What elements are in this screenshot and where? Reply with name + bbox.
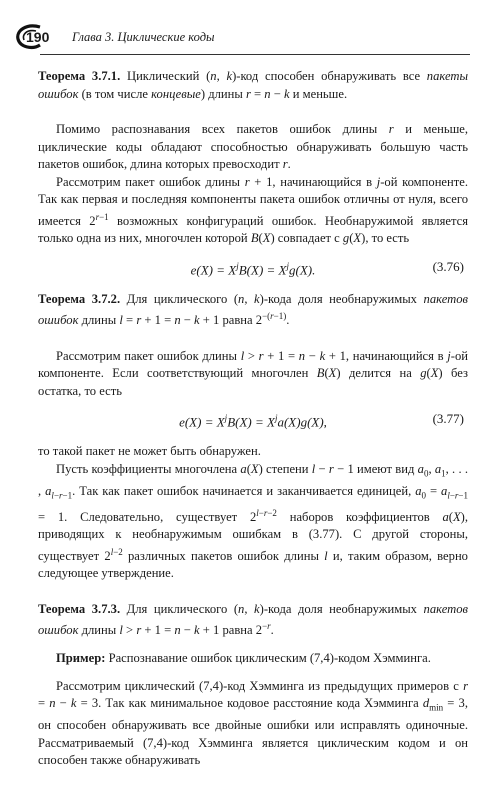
example-title: Пример: [56,651,106,666]
example-text: Распознавание ошибок циклическим (7,4)-кодом Хэмминга. [108,651,431,666]
equation-number: (3.76) [432,258,464,274]
header-rule [40,54,470,55]
theorem-name: Теорема 3.7.2. [38,291,121,306]
theorem-name: Теорема 3.7.3. [38,601,121,616]
theorem-3-7-1: Теорема 3.7.1. Циклический (n, k)-код способен обнаруживать все пакеты ошибок (в том числе концевые) длины r = n − k и меньше. [38,69,468,101]
paragraph-5: Пусть коэффициенты многочлена a(X) степени l − r − 1 имеют вид $a_0$, $a_1$, . . . , $a_{l-r-1}$. Так как пакет ошибок начинается и заканчивается единицей, $a_0 = a_{l-r-1} = 1$. Следовательно, существует $2^{l-r-2}$ наборов коэффициентов a(X), приводящих к необнаружимым ошибкам в (3.77). С другой стороны, существует $2^{l-2}$ различных пакетов ошибок длины l и, таким образом, верно следующее утверждение. [38,461,469,581]
equation-3-76: $e(X) = X^jB(X) = X^jg(X)$. (3.76) [190,258,464,278]
paragraph-6: Рассмотрим циклический (7,4)-код Хэмминга из предыдущих примеров с r = n − k = 3. Так как минимальное кодовое расстояние кода Хэмминга $d_{min} = 3$, он способен обнаруживать все двойные ошибки или исправлять одиночные. Рассматриваемый (7,4)-код Хэмминга является циклическим кодом и он способен также обнаруживать [38,678,468,768]
equation-number: (3.77) [432,411,464,427]
paragraph-1: Помимо распознавания всех пакетов ошибок длины r и меньше, циклические коды обладают способностью обнаруживать большую часть пакетов ошибок, длина которых превосходит r. [38,122,469,171]
paragraph-2: Рассмотрим пакет ошибок длины r + 1, начинающийся в j-ой компоненте. Так как первая и последняя компоненты пакета ошибок отличны от нуля, всего имеется $2^{r-1}$ возможных конфигураций ошибок. Необнаружимой является только одна из них, многочлен которой B(X) совпадает с g(X), то есть [38,174,469,246]
paragraph-4: то такой пакет не может быть обнаружен. [38,444,261,459]
theorem-3-7-3: Теорема 3.7.3. Для циклического (n, k)-кода доля необнаружимых пакетов ошибок длины l > r + 1 = n − k + 1 равна $2^{-r}$. [38,601,468,638]
page-number: 190 [26,29,50,45]
example-heading [38,650,468,668]
page-body [38,64,468,770]
paragraph-3: Рассмотрим пакет ошибок длины l > r + 1 = n − k + 1, начинающийся в j-ой компоненте. Если соответствующий многочлен B(X) делится на g(X) без остатка, то есть [38,348,468,398]
equation-3-77: $e(X) = X^jB(X) = X^ja(X)g(X)$, (3.77) [179,411,464,430]
theorem-name: Теорема 3.7.1. [38,69,121,83]
theorem-3-7-2: Теорема 3.7.2. Для циклического (n, k)-кода доля необнаружимых пакетов ошибок длины l = r + 1 = n − k + 1 равна $2^{-(r-1)}$. [38,291,468,328]
page-header [14,22,215,52]
chapter-logo [14,23,54,51]
running-head: Глава 3. Циклические коды [72,29,215,44]
